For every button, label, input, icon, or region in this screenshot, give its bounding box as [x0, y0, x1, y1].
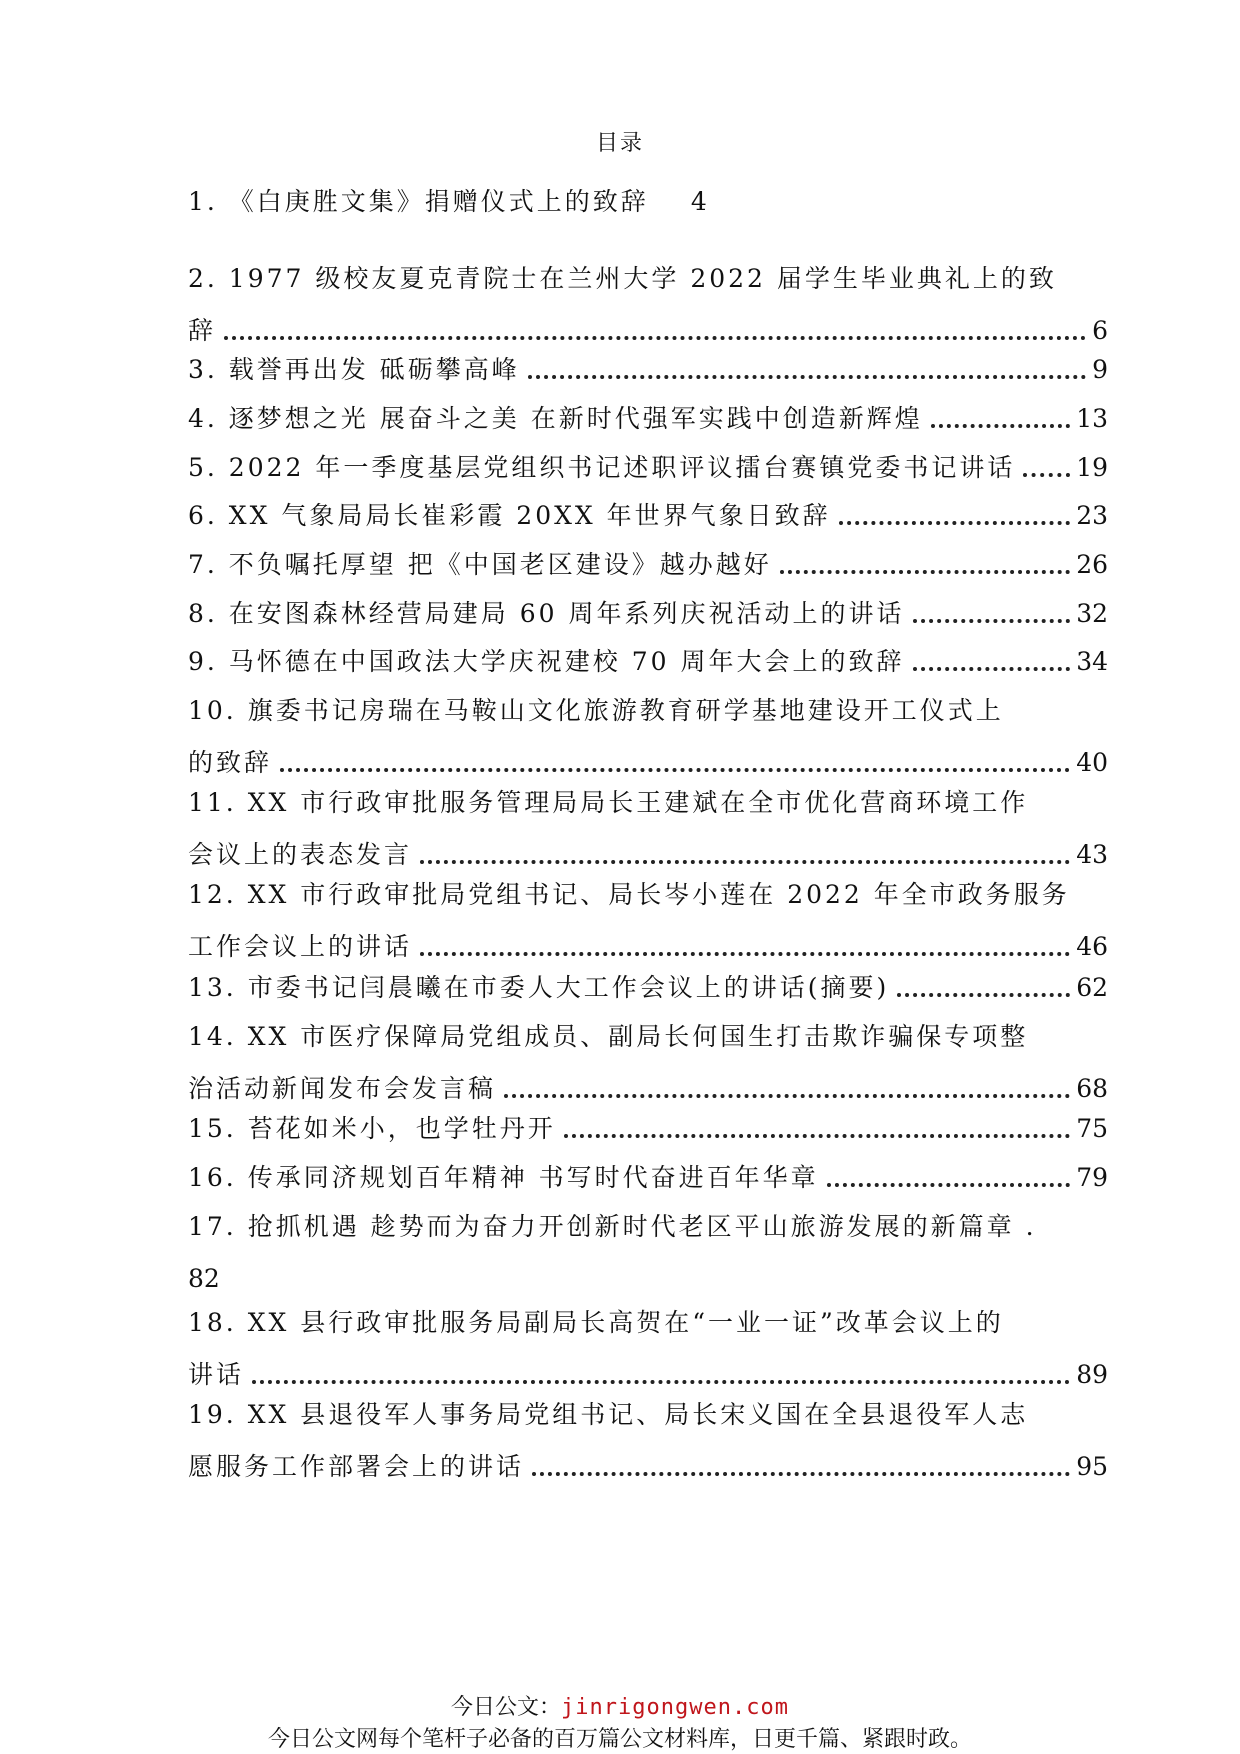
toc-dot-leader — [1023, 471, 1070, 477]
toc-entry-text: 10. 旗委书记房瑞在马鞍山文化旅游教育研学基地建设开工仪式上 — [188, 696, 1004, 725]
toc-dot-leader — [532, 1470, 1070, 1476]
toc-dot-leader — [420, 950, 1070, 956]
toc-dot-leader — [913, 617, 1071, 623]
toc-entry-text: 17. 抢抓机遇 趁势而为奋力开创新时代老区平山旅游发展的新篇章 . — [188, 1212, 1037, 1241]
toc-page-number: 19 — [1076, 453, 1108, 482]
toc-page-number: 43 — [1076, 840, 1108, 869]
toc-entry-text: 愿服务工作部署会上的讲话 — [188, 1452, 525, 1481]
toc-page-number: 26 — [1076, 550, 1108, 579]
toc-dot-leader — [504, 1092, 1070, 1098]
toc-page-number: 40 — [1076, 748, 1108, 777]
toc-entry-text: 3. 载誉再出发 砥砺攀高峰 — [188, 355, 520, 384]
toc-dot-leader — [252, 1378, 1070, 1384]
toc-page-number: 95 — [1076, 1452, 1108, 1481]
toc-title: 目录 — [595, 131, 644, 156]
footer-url-link[interactable]: jinrigongwen.com — [561, 1695, 789, 1720]
toc-entry-text: 13. 市委书记闫晨曦在市委人大工作会议上的讲话(摘要) — [188, 973, 890, 1002]
toc-page-number: 9 — [1092, 355, 1108, 384]
toc-entry-text: 15. 苔花如米小，也学牡丹开 — [188, 1114, 556, 1143]
toc-page-number: 34 — [1076, 647, 1108, 676]
toc-entry-text: 治活动新闻发布会发言稿 — [188, 1074, 497, 1103]
toc-entry-text: 5. 2022 年一季度基层党组织书记述职评议擂台赛镇党委书记讲话 — [188, 453, 1016, 482]
toc-dot-leader — [280, 766, 1070, 772]
toc-page-number: 79 — [1076, 1163, 1108, 1192]
toc-entry-text: 8. 在安图森林经营局建局 60 周年系列庆祝活动上的讲话 — [188, 599, 905, 628]
toc-entry-text: 9. 马怀德在中国政法大学庆祝建校 70 周年大会上的致辞 — [188, 647, 905, 676]
toc-page-number: 6 — [1092, 316, 1108, 345]
toc-entry-text: 16. 传承同济规划百年精神 书写时代奋进百年华章 — [188, 1163, 819, 1192]
toc-page-number: 13 — [1076, 404, 1108, 433]
toc-page-number: 62 — [1076, 973, 1108, 1002]
toc-dot-leader — [839, 519, 1071, 525]
toc-entry-text: 14. XX 市医疗保障局党组成员、副局长何国生打击欺诈骗保专项整 — [188, 1022, 1029, 1051]
toc-entry-text: 会议上的表态发言 — [188, 840, 413, 869]
toc-entry-text: 18. XX 县行政审批服务局副局长高贺在“一业一证”改革会议上的 — [188, 1308, 1004, 1337]
toc-entry-text: 工作会议上的讲话 — [188, 932, 413, 961]
toc-page-number: 32 — [1076, 599, 1108, 628]
footer-site-line — [0, 1690, 1240, 1721]
toc-dot-leader — [528, 373, 1086, 379]
toc-page-number: 68 — [1076, 1074, 1108, 1103]
toc-page-number: 23 — [1076, 501, 1108, 530]
toc-dot-leader — [564, 1132, 1070, 1138]
toc-entry-text: 4. 逐梦想之光 展奋斗之美 在新时代强军实践中创造新辉煌 — [188, 404, 923, 433]
toc-entry-text: 2. 1977 级校友夏克青院士在兰州大学 2022 届学生毕业典礼上的致 — [188, 264, 1057, 293]
toc-entry-text: 1. 《白庚胜文集》捐赠仪式上的致辞 — [188, 187, 649, 216]
toc-dot-leader — [420, 858, 1070, 864]
toc-dot-leader — [827, 1181, 1071, 1187]
toc-entry-text: 19. XX 县退役军人事务局党组书记、局长宋义国在全县退役军人志 — [188, 1400, 1029, 1429]
toc-page-number: 82 — [188, 1264, 220, 1293]
toc-dot-leader — [913, 665, 1071, 671]
footer-site-label: 今日公文： — [451, 1695, 562, 1720]
toc-dot-leader — [780, 568, 1070, 574]
toc-page-number: 75 — [1076, 1114, 1108, 1143]
toc-dot-leader — [931, 422, 1070, 428]
toc-page-number: 4 — [690, 187, 707, 216]
footer-slogan: 今日公文网每个笔杆子必备的百万篇公文材料库，日更千篇、紧跟时政。 — [267, 1727, 972, 1752]
toc-page-number: 89 — [1076, 1360, 1108, 1389]
toc-entry-text: 6. XX 气象局局长崔彩霞 20XX 年世界气象日致辞 — [188, 501, 831, 530]
toc-entry-text: 12. XX 市行政审批局党组书记、局长岑小莲在 2022 年全市政务服务 — [188, 880, 1070, 909]
toc-entry-text: 的致辞 — [188, 748, 273, 777]
toc-entry-text: 11. XX 市行政审批服务管理局局长王建斌在全市优化营商环境工作 — [188, 788, 1029, 817]
toc-page-number: 46 — [1076, 932, 1108, 961]
toc-entry-text: 辞 — [188, 316, 217, 345]
toc-dot-leader — [897, 991, 1070, 997]
toc-dot-leader — [224, 334, 1086, 340]
toc-entry-text: 讲话 — [188, 1360, 245, 1389]
toc-entry-text: 7. 不负嘱托厚望 把《中国老区建设》越办越好 — [188, 550, 772, 579]
